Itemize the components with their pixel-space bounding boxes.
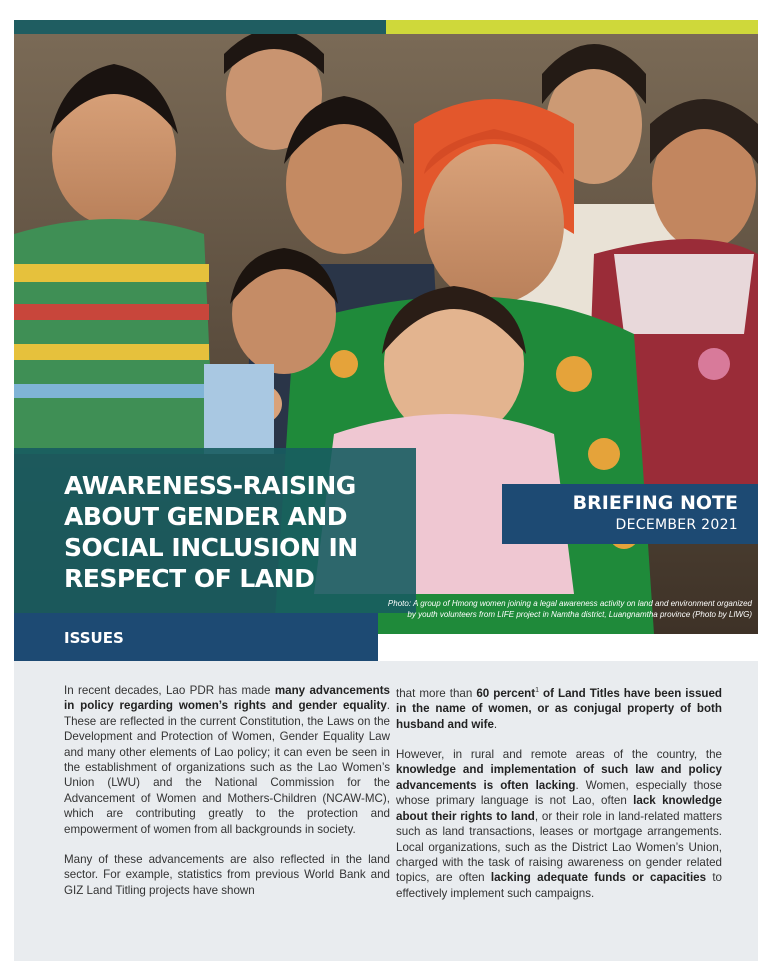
text-run: In recent decades, Lao PDR has made	[64, 684, 275, 697]
section-heading-label: ISSUES	[64, 629, 124, 647]
briefing-date: DECEMBER 2021	[615, 517, 738, 533]
title-panel	[14, 448, 416, 613]
top-accent-bar-lime	[386, 20, 758, 34]
text-run: that more than	[396, 686, 477, 700]
bold-text: knowledge and implementation of such law and policy advancements is often lacking	[396, 763, 722, 792]
paragraph	[396, 683, 722, 732]
bold-text: 60 percent	[476, 686, 536, 700]
text-column-right	[396, 683, 722, 916]
top-accent-bar-teal	[14, 20, 386, 34]
section-heading-issues	[14, 613, 378, 661]
text-run: , or their role in land-related matters such as land transactions, leases or mortgage arrangements. Local organizations, such as the District Lao Women’s Union, charged with the task of raising awareness on gender related topics, are often	[396, 809, 723, 885]
body-panel	[14, 661, 758, 961]
text-run: to effectively implement such campaigns.	[396, 871, 723, 900]
text-run: .	[493, 717, 498, 731]
paragraph	[64, 852, 390, 898]
bold-text: many advancements in policy regarding women’s rights and gender equality	[64, 684, 391, 713]
text-run: Many of these advancements are also reflected in the land sector. For example, statistics from previous World Bank and GIZ Land Titling projects have shown	[64, 853, 390, 897]
paragraph	[396, 747, 722, 901]
text-run: . These are reflected in the current Constitution, the Laws on the Development and Protection of Women, Gender Equality Law and many other elements of Lao policy; it can even be seen in the establishment of organizations such as the Lao Women’s Union (LWU) and the National Commission for the Advancement of Women and Mothers-Children (NCAW-MC), which are contributing greatly to the protection and empowerment of women from all backgrounds in society.	[64, 699, 390, 836]
document-title: AWARENESS-RAISING ABOUT GENDER AND SOCIAL INCLUSION IN RESPECT OF LAND	[64, 471, 358, 593]
bold-text: lack knowledge about their rights to land	[396, 794, 722, 823]
footnote-marker: 1	[535, 687, 540, 694]
briefing-label: BRIEFING NOTE	[572, 492, 738, 514]
text-run: . Women, especially those whose primary language is not Lao, often	[396, 778, 722, 808]
bold-text: of Land Titles have been issued in the name of women, or as conjugal property of both husband and wife	[396, 686, 723, 731]
text-run: However, in rural and remote areas of the country, the	[396, 748, 722, 762]
bold-text: lacking adequate funds or capacities	[490, 871, 707, 885]
paragraph	[64, 683, 390, 837]
photo-caption: Photo: A group of Hmong women joining a legal awareness activity on land and environment organized by youth volunteers from LIFE project in Namtha district, Luangnamtha province (Photo by LIWG)	[387, 599, 752, 619]
briefing-badge	[502, 484, 758, 544]
text-column-left	[64, 683, 390, 913]
